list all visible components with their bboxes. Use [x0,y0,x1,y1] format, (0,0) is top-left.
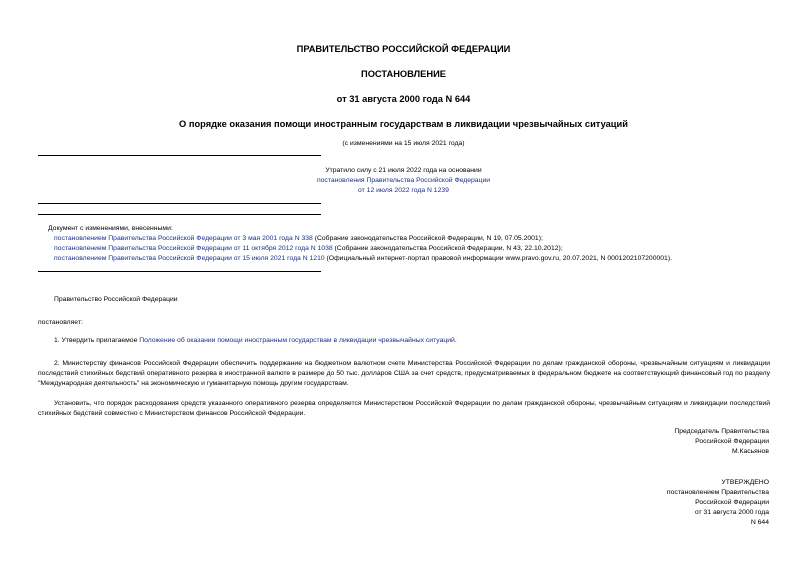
approval-number: N 644 [750,519,769,526]
amendment-item [54,255,672,262]
amendments-intro: Документ с изменениями, внесенными: [48,225,173,232]
paragraph-1-suffix: . [454,337,457,344]
divider [38,214,321,215]
approval-block [667,478,769,528]
approval-line: Российской Федерации [695,499,769,506]
divider [38,271,321,272]
amendment-item [54,235,543,242]
status-line: Утратило силу с 21 июля 2022 года на основании [325,167,482,174]
approval-date: от 31 августа 2000 года [694,509,769,516]
paragraph-1-prefix: 1. Утвердить прилагаемое [54,337,140,344]
regulation-link[interactable]: Положение об оказании помощи иностранным государствам в ликвидации чрезвычайных ситуаций [139,337,455,344]
document-title: О порядке оказания помощи иностранным государствам в ликвидации чрезвычайных ситуаций [179,119,628,129]
paragraph-1 [54,337,457,344]
signature-title: Председатель Правительства [674,428,769,435]
signature-name: М.Касьянов [731,448,769,455]
approval-heading: УТВЕРЖДЕНО [721,479,769,486]
government-heading: ПРАВИТЕЛЬСТВО РОССИЙСКОЙ ФЕДЕРАЦИИ [296,44,511,54]
approval-line: постановлением Правительства [666,489,769,496]
signature-block [674,427,769,457]
amendment-link[interactable]: постановлением Правительства Российской Федерации от 11 октября 2012 года N 1038 [54,245,333,252]
amendment-source: (Официальный интернет-портал правовой информации www.pravo.gov.ru, 20.07.2021, N 0001202107200001). [324,255,672,262]
repeal-decree-date-link[interactable]: от 12 июля 2022 года N 1239 [358,187,449,194]
divider [38,203,321,204]
amendment-link[interactable]: постановлением Правительства Российской Федерации от 15 июля 2021 года N 1210 [54,255,325,262]
amendment-source: (Собрание законодательства Российской Федерации, N 19, 07.05.2001); [312,235,543,242]
changes-note: (с изменениями на 15 июля 2021 года) [342,140,465,147]
divider [38,155,321,156]
amendment-item [54,245,563,252]
paragraph-3: Установить, что порядок расходования средств указанного оперативного резерва определяется Министерством Российской Федерации по делам гражданской обороны, чрезвычайным ситуациям и ликвидации последствий стихийных бедствий совместно с Министерством финансов Российской Федерации. [38,400,770,417]
signature-org: Российской Федерации [695,438,769,445]
government-line: Правительство Российской Федерации [54,296,178,303]
document-type: ПОСТАНОВЛЕНИЕ [361,69,446,79]
repeal-decree-link[interactable]: постановления Правительства Российской Федерации [316,177,491,184]
paragraph-2: 2. Министерству финансов Российской Федерации обеспечить поддержание на бюджетном валютном счете Министерства Российской Федерации по делам гражданской обороны, чрезвычайным ситуациям и ликвидации последствий стихийных бедствий оперативного резерва в иностранной валюте в размере до 50 тыс. долларов США за счет средств, предусматриваемых в федеральном бюджете на соответствующий финансовый год по разделу "Международная деятельность" на экономическую и гуманитарную помощь другим государствам. [38,360,770,387]
document-date-number: от 31 августа 2000 года N 644 [336,94,471,104]
decrees-word: постановляет: [38,319,83,326]
amendment-link[interactable]: постановлением Правительства Российской Федерации от 3 мая 2001 года N 338 [54,235,313,242]
amendment-source: (Собрание законодательства Российской Федерации, N 43, 22.10.2012); [332,245,563,252]
